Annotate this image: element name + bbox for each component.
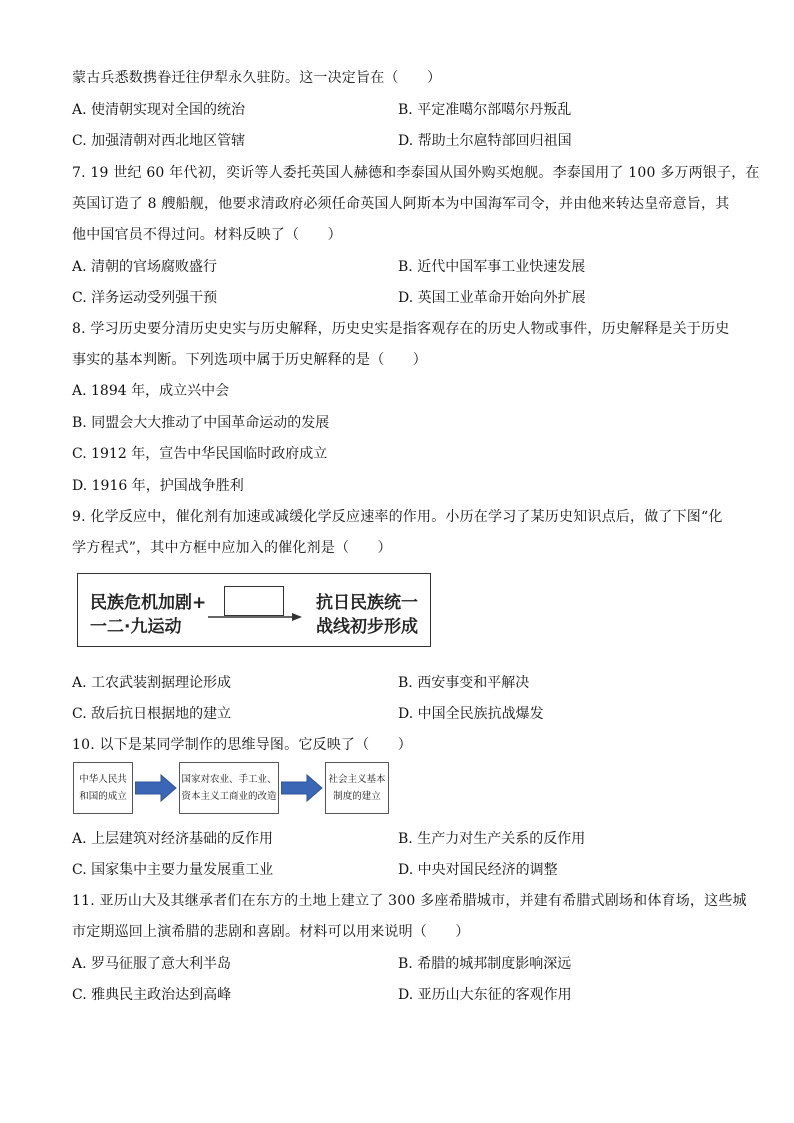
q10-mindmap-box-1-line-1: 中华人民共 [79, 774, 127, 785]
q9-diagram-left-line-2: 一二·九运动 [90, 617, 182, 637]
q8-option-a: A. 1894 年，成立兴中会 [72, 383, 230, 399]
q9-equation-diagram [77, 573, 431, 647]
block-arrow-right-icon [135, 774, 177, 802]
q9-option-a: A. 工农武装割据理论形成 [72, 675, 232, 691]
q9-stem-line-2: 学方程式”，其中方框中应加入的催化剂是（ ） [72, 540, 392, 556]
q10-option-d: D. 中央对国民经济的调整 [398, 862, 558, 878]
q10-option-b: B. 生产力对生产关系的反作用 [398, 831, 586, 847]
q6-option-b: B. 平定准噶尔部噶尔丹叛乱 [398, 102, 572, 118]
q11-option-d: D. 亚历山大东征的客观作用 [398, 987, 572, 1003]
q10-mindmap-box-3-line-1: 社会主义基本 [328, 774, 386, 785]
q9-diagram-right-line-1: 抗日民族统一 [316, 593, 418, 613]
q7-stem-line-3: 他中国官员不得过问。材料反映了（ ） [72, 227, 342, 243]
q9-stem-line-1: 9. 化学反应中，催化剂有加速或减缓化学反应速率的作用。小历在学习了某历史知识点后，做了下图“化 [72, 509, 723, 525]
q8-stem-line-2: 事实的基本判断。下列选项中属于历史解释的是（ ） [72, 352, 427, 368]
q10-mindmap-box-1 [73, 762, 133, 814]
q10-option-a: A. 上层建筑对经济基础的反作用 [72, 831, 274, 847]
q11-stem-line-1: 11. 亚历山大及其继承者们在东方的土地上建立了 300 多座希腊城市，并建有希腊式剧场和体育场，这些城 [72, 893, 747, 909]
q10-option-c: C. 国家集中主要力量发展重工业 [72, 862, 274, 878]
q11-option-c: C. 雅典民主政治达到高峰 [72, 987, 232, 1003]
q7-option-c: C. 洋务运动受列强干预 [72, 290, 218, 306]
q8-stem-line-1: 8. 学习历史要分清历史史实与历史解释，历史史实是指客观存在的历史人物或事件，历史解释是关于历史 [72, 321, 730, 337]
q6-option-d: D. 帮助土尔扈特部回归祖国 [398, 133, 572, 149]
q6-option-a: A. 使清朝实现对全国的统治 [72, 102, 246, 118]
q9-option-b: B. 西安事变和平解决 [398, 675, 530, 691]
q8-option-d: D. 1916 年，护国战争胜利 [72, 478, 244, 494]
q10-mindmap-box-2 [179, 762, 279, 814]
q11-option-a: A. 罗马征服了意大利半岛 [72, 956, 232, 972]
q9-option-c: C. 敌后抗日根据地的建立 [72, 706, 232, 722]
q11-option-b: B. 希腊的城邦制度影响深远 [398, 956, 572, 972]
q8-option-b: B. 同盟会大大推动了中国革命运动的发展 [72, 415, 330, 431]
q11-stem-line-2: 市定期巡回上演希腊的悲剧和喜剧。材料可以用来说明（ ） [72, 924, 470, 940]
q8-option-c: C. 1912 年，宣告中华民国临时政府成立 [72, 446, 328, 462]
q7-option-b: B. 近代中国军事工业快速发展 [398, 259, 586, 275]
q7-option-d: D. 英国工业革命开始向外扩展 [398, 290, 586, 306]
q7-stem-line-1: 7. 19 世纪 60 年代初，奕䜣等人委托英国人赫德和李泰国从国外购买炮舰。李泰国用了 100 多万两银子，在 [72, 165, 760, 181]
block-arrow-right-icon [281, 774, 323, 802]
arrow-right-icon [208, 610, 302, 624]
q10-mindmap-box-1-line-2: 和国的成立 [79, 791, 127, 802]
q10-stem-line-1: 10. 以下是某同学制作的思维导图。它反映了（ ） [72, 737, 412, 753]
q9-diagram-left-line-1: 民族危机加剧+ [90, 593, 207, 613]
q9-diagram-right-line-2: 战线初步形成 [316, 617, 418, 637]
q10-mindmap-box-3-line-2: 制度的建立 [333, 791, 381, 802]
q6-stem-end: 蒙古兵悉数携眷迁往伊犁永久驻防。这一决定旨在（ ） [72, 70, 442, 86]
q9-option-d: D. 中国全民族抗战爆发 [398, 706, 544, 722]
q7-option-a: A. 清朝的官场腐败盛行 [72, 259, 218, 275]
q6-option-c: C. 加强清朝对西北地区管辖 [72, 133, 246, 149]
q10-mindmap-box-2-line-1: 国家对农业、手工业、 [181, 774, 277, 785]
q7-stem-line-2: 英国订造了 8 艘船舰，他要求清政府必须任命英国人阿斯本为中国海军司令，并由他来转达皇帝意旨，其 [72, 196, 730, 212]
q10-mindmap-box-2-line-2: 资本主义工商业的改造 [181, 791, 277, 802]
q10-mindmap-box-3 [325, 762, 389, 814]
